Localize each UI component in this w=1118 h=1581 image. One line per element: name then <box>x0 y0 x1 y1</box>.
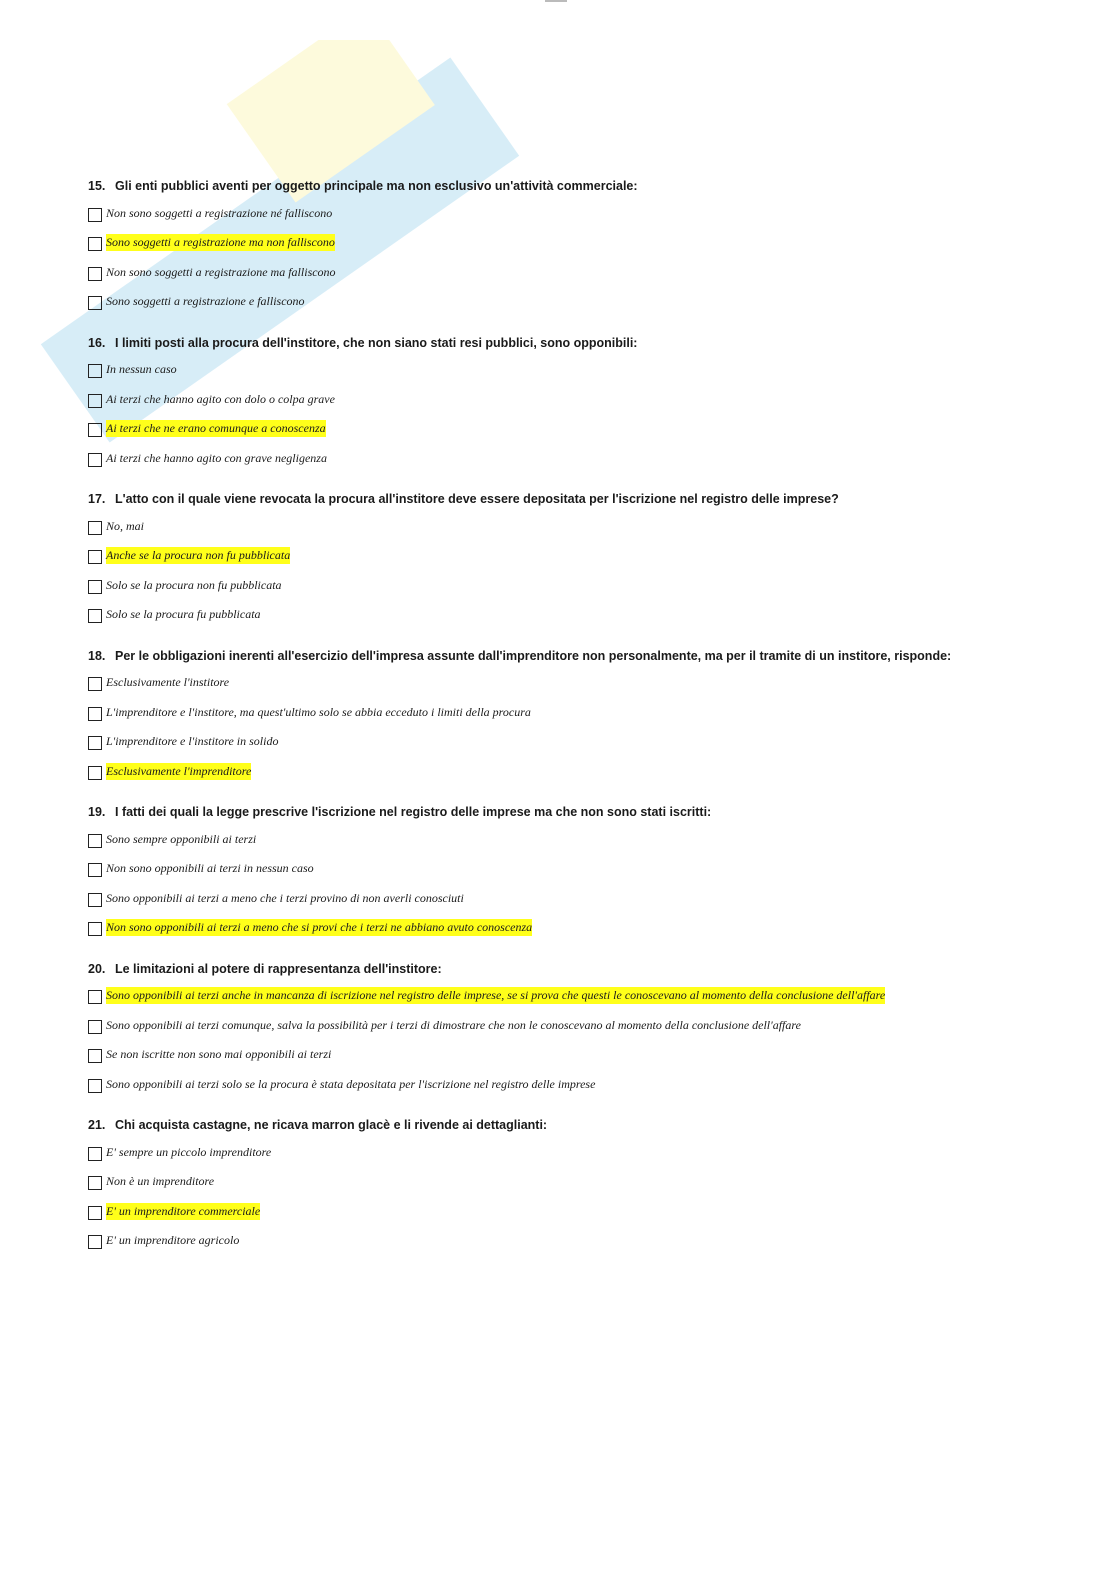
answer-text: Ai terzi che hanno agito con dolo o colpa grave <box>106 391 335 406</box>
question-block <box>88 959 1048 1096</box>
question-text: Chi acquista castagne, ne ricava marron glacè e li rivende ai dettaglianti: <box>115 1118 548 1132</box>
answer-checkbox[interactable] <box>88 453 102 467</box>
answer-option[interactable] <box>88 858 1048 880</box>
answer-text-highlighted: Non sono opponibili ai terzi a meno che si provi che i terzi ne abbiano avuto conoscenza <box>106 920 533 934</box>
answer-checkbox[interactable] <box>88 208 102 222</box>
answer-checkbox[interactable] <box>88 677 102 691</box>
answer-checkbox[interactable] <box>88 580 102 594</box>
answer-checkbox[interactable] <box>88 736 102 750</box>
answer-option[interactable] <box>88 1073 1048 1095</box>
question-block <box>88 802 1048 939</box>
answer-option[interactable] <box>88 574 1048 596</box>
answer-checkbox[interactable] <box>88 990 102 1004</box>
answer-text: Ai terzi che hanno agito con grave negligenza <box>106 450 327 465</box>
answer-option[interactable] <box>88 291 1048 313</box>
question-text: I fatti dei quali la legge prescrive l'iscrizione nel registro delle imprese ma che non sono stati iscritti: <box>115 805 712 819</box>
question-block <box>88 333 1048 470</box>
answer-option[interactable] <box>88 359 1048 381</box>
answer-checkbox[interactable] <box>88 1206 102 1220</box>
answer-option[interactable] <box>88 1044 1048 1066</box>
answer-checkbox[interactable] <box>88 1079 102 1093</box>
answer-option[interactable] <box>88 232 1048 254</box>
answer-option[interactable] <box>88 388 1048 410</box>
answer-text-highlighted: Anche se la procura non fu pubblicata <box>106 548 291 562</box>
answer-option[interactable] <box>88 1200 1048 1222</box>
answer-option[interactable] <box>88 701 1048 723</box>
answer-text-highlighted: Sono soggetti a registrazione ma non falliscono <box>106 235 335 249</box>
answer-text: Non sono soggetti a registrazione ma falliscono <box>106 264 336 279</box>
answer-checkbox[interactable] <box>88 1049 102 1063</box>
answer-option[interactable] <box>88 828 1048 850</box>
answer-text: Solo se la procura fu pubblicata <box>106 607 261 621</box>
answer-option[interactable] <box>88 1141 1048 1163</box>
answer-text: E' un imprenditore agricolo <box>106 1233 240 1247</box>
question-text: Gli enti pubblici aventi per oggetto principale ma non esclusivo un'attività commerciale: <box>115 179 638 193</box>
answer-checkbox[interactable] <box>88 766 102 780</box>
answer-option[interactable] <box>88 887 1048 909</box>
question-text: L'atto con il quale viene revocata la procura all'institore deve essere depositata per l'iscrizione nel registro delle imprese? <box>115 492 839 506</box>
answer-checkbox[interactable] <box>88 267 102 281</box>
answer-checkbox[interactable] <box>88 237 102 251</box>
question-title <box>88 802 1048 822</box>
answer-checkbox[interactable] <box>88 707 102 721</box>
question-number: 21. <box>88 1118 106 1132</box>
question-title <box>88 333 1048 353</box>
answer-checkbox[interactable] <box>88 394 102 408</box>
answer-option[interactable] <box>88 515 1048 537</box>
answer-text: Sono opponibili ai terzi a meno che i terzi provino di non averli conosciuti <box>106 890 464 905</box>
answer-checkbox[interactable] <box>88 834 102 848</box>
answer-option[interactable] <box>88 672 1048 694</box>
question-title <box>88 1115 1048 1135</box>
answer-checkbox[interactable] <box>88 893 102 907</box>
answer-text: Solo se la procura non fu pubblicata <box>106 577 282 592</box>
answer-option[interactable] <box>88 418 1048 440</box>
question-number: 18. <box>88 648 106 663</box>
answer-text: Esclusivamente l'institore <box>106 675 230 689</box>
answer-text: L'imprenditore e l'institore, ma quest'ultimo solo se abbia ecceduto i limiti della procura <box>106 704 531 719</box>
answer-text: Sono sempre opponibili ai terzi <box>106 831 257 846</box>
answer-option[interactable] <box>88 760 1048 782</box>
quiz-page <box>88 176 1048 1272</box>
answer-text: Non è un imprenditore <box>106 1174 215 1188</box>
answer-option[interactable] <box>88 1171 1048 1193</box>
answer-checkbox[interactable] <box>88 364 102 378</box>
question-text: I limiti posti alla procura dell'institore, che non siano stati resi pubblici, sono opponibili: <box>115 335 638 350</box>
answer-text: Sono opponibili ai terzi comunque, salva la possibilità per i terzi di dimostrare che non le conoscevano al momento della conclusione dell'affare <box>106 1017 801 1032</box>
answer-option[interactable] <box>88 447 1048 469</box>
answer-checkbox[interactable] <box>88 521 102 535</box>
answer-checkbox[interactable] <box>88 1020 102 1034</box>
answer-checkbox[interactable] <box>88 1235 102 1249</box>
question-number: 20. <box>88 961 106 976</box>
answer-option[interactable] <box>88 731 1048 753</box>
question-text: Per le obbligazioni inerenti all'esercizio dell'impresa assunte dall'imprenditore non personalmente, ma per il tramite di un institore, risponde: <box>115 648 952 663</box>
answer-option[interactable] <box>88 985 1048 1007</box>
answer-text: Se non iscritte non sono mai opponibili ai terzi <box>106 1047 332 1061</box>
answer-text: L'imprenditore e l'institore in solido <box>106 734 279 748</box>
answer-text-highlighted: Ai terzi che ne erano comunque a conoscenza <box>106 421 326 435</box>
answer-option[interactable] <box>88 604 1048 626</box>
question-block <box>88 1115 1048 1252</box>
answer-text-highlighted: Sono opponibili ai terzi anche in mancanza di iscrizione nel registro delle imprese, se si prova che questi le conoscevano al momento della conclusione dell'affare <box>106 988 886 1002</box>
answer-checkbox[interactable] <box>88 423 102 437</box>
question-title <box>88 489 1048 509</box>
answer-checkbox[interactable] <box>88 296 102 310</box>
answer-checkbox[interactable] <box>88 1176 102 1190</box>
answer-option[interactable] <box>88 202 1048 224</box>
answer-text: Sono opponibili ai terzi solo se la procura è stata depositata per l'iscrizione nel registro delle imprese <box>106 1076 596 1091</box>
question-title <box>88 646 1048 666</box>
answer-option[interactable] <box>88 1014 1048 1036</box>
answer-text-highlighted: E' un imprenditore commerciale <box>106 1203 261 1218</box>
question-block <box>88 176 1048 313</box>
answer-text: Non sono soggetti a registrazione né falliscono <box>106 205 333 220</box>
answer-text: No, mai <box>106 518 145 533</box>
answer-checkbox[interactable] <box>88 550 102 564</box>
answer-option[interactable] <box>88 917 1048 939</box>
answer-checkbox[interactable] <box>88 1147 102 1161</box>
question-title <box>88 959 1048 979</box>
question-title <box>88 176 1048 196</box>
question-number: 19. <box>88 805 106 819</box>
answer-text: In nessun caso <box>106 362 177 376</box>
question-block <box>88 646 1048 783</box>
answer-option[interactable] <box>88 1230 1048 1252</box>
answer-checkbox[interactable] <box>88 922 102 936</box>
answer-text: Non sono opponibili ai terzi in nessun caso <box>106 861 314 875</box>
answer-option[interactable] <box>88 261 1048 283</box>
question-text: Le limitazioni al potere di rappresentanza dell'institore: <box>115 961 442 976</box>
question-number: 17. <box>88 492 106 506</box>
answer-checkbox[interactable] <box>88 609 102 623</box>
answer-option[interactable] <box>88 545 1048 567</box>
answer-text: Sono soggetti a registrazione e falliscono <box>106 294 305 308</box>
question-number: 15. <box>88 179 106 193</box>
header-mark <box>545 0 567 2</box>
answer-text-highlighted: Esclusivamente l'imprenditore <box>106 763 252 778</box>
question-number: 16. <box>88 335 106 350</box>
answer-checkbox[interactable] <box>88 863 102 877</box>
answer-text: E' sempre un piccolo imprenditore <box>106 1144 272 1159</box>
question-block <box>88 489 1048 626</box>
